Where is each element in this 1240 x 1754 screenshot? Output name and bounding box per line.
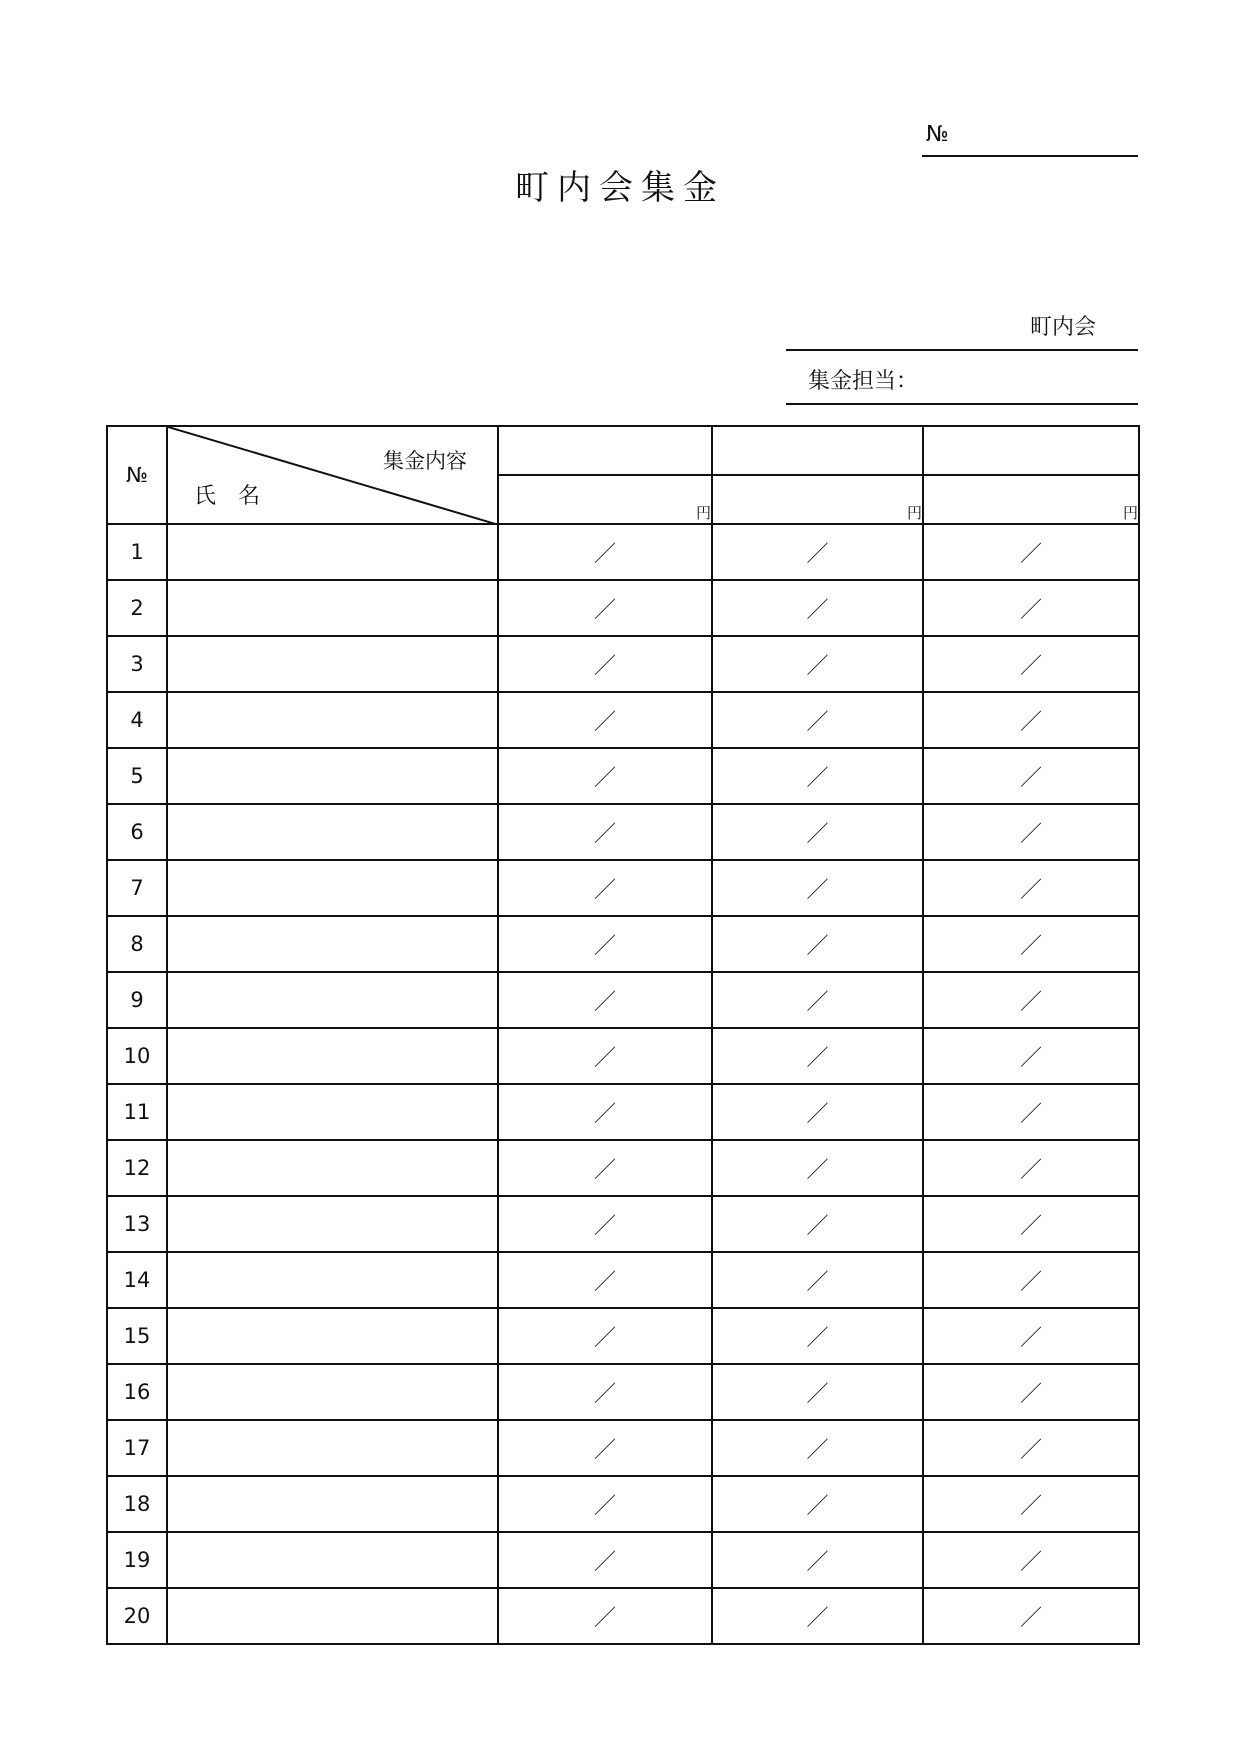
date-cell[interactable]: ／ [923,1588,1139,1644]
date-cell[interactable]: ／ [498,1140,712,1196]
date-cell[interactable]: ／ [712,860,923,916]
row-number: 18 [107,1476,167,1532]
table-row [107,1420,1139,1476]
name-cell[interactable] [167,1084,498,1140]
date-cell[interactable]: ／ [498,972,712,1028]
date-cell[interactable]: ／ [712,804,923,860]
date-cell[interactable]: ／ [498,636,712,692]
date-cell[interactable]: ／ [498,1028,712,1084]
name-cell[interactable] [167,1028,498,1084]
association-field[interactable] [786,349,1138,351]
row-number: 14 [107,1252,167,1308]
amount-cell-2[interactable]: 円 [712,475,923,524]
date-cell[interactable]: ／ [923,972,1139,1028]
date-cell[interactable]: ／ [498,692,712,748]
table-row [107,1308,1139,1364]
date-cell[interactable]: ／ [923,1532,1139,1588]
collection-table [106,425,1140,1645]
date-cell[interactable]: ／ [712,524,923,580]
date-cell[interactable]: ／ [712,748,923,804]
row-number: 10 [107,1028,167,1084]
date-cell[interactable]: ／ [498,804,712,860]
name-cell[interactable] [167,524,498,580]
date-cell[interactable]: ／ [923,636,1139,692]
date-cell[interactable]: ／ [712,1588,923,1644]
name-cell[interactable] [167,916,498,972]
date-cell[interactable]: ／ [498,1364,712,1420]
date-cell[interactable]: ／ [712,1420,923,1476]
table-row [107,1028,1139,1084]
date-cell[interactable]: ／ [498,748,712,804]
date-cell[interactable]: ／ [923,748,1139,804]
row-number: 16 [107,1364,167,1420]
date-cell[interactable]: ／ [923,860,1139,916]
association-label: 町内会 [1030,315,1097,340]
row-number: 1 [107,524,167,580]
row-number: 8 [107,916,167,972]
date-cell[interactable]: ／ [923,1084,1139,1140]
table-row [107,1252,1139,1308]
item-header-2[interactable] [712,426,923,475]
table-row [107,1476,1139,1532]
row-number: 7 [107,860,167,916]
name-cell[interactable] [167,1252,498,1308]
name-cell[interactable] [167,580,498,636]
table-row [107,916,1139,972]
name-cell[interactable] [167,1420,498,1476]
table-row [107,636,1139,692]
date-cell[interactable]: ／ [498,1196,712,1252]
row-number: 15 [107,1308,167,1364]
table-row [107,1084,1139,1140]
table-row [107,580,1139,636]
row-number: 11 [107,1084,167,1140]
name-cell[interactable] [167,1532,498,1588]
row-number: 19 [107,1532,167,1588]
table-row [107,972,1139,1028]
table-row [107,1364,1139,1420]
date-cell[interactable]: ／ [923,692,1139,748]
name-header: 氏名 [194,484,283,509]
date-cell[interactable]: ／ [498,1476,712,1532]
date-cell[interactable]: ／ [923,1140,1139,1196]
row-number: 4 [107,692,167,748]
date-cell[interactable]: ／ [498,580,712,636]
name-cell[interactable] [167,1476,498,1532]
name-cell[interactable] [167,1140,498,1196]
table-row [107,1196,1139,1252]
document-number-field[interactable] [922,155,1138,157]
document-number-label: № [926,122,949,147]
table-row [107,1140,1139,1196]
amount-cell-3[interactable]: 円 [923,475,1139,524]
number-header: № [107,426,167,524]
date-cell[interactable]: ／ [923,1420,1139,1476]
date-cell[interactable]: ／ [712,972,923,1028]
date-cell[interactable]: ／ [498,860,712,916]
date-cell[interactable]: ／ [712,1196,923,1252]
name-cell[interactable] [167,804,498,860]
row-number: 13 [107,1196,167,1252]
date-cell[interactable]: ／ [923,1252,1139,1308]
row-number: 20 [107,1588,167,1644]
diagonal-divider [168,427,499,525]
name-cell[interactable] [167,1196,498,1252]
date-cell[interactable]: ／ [498,524,712,580]
date-cell[interactable]: ／ [712,1308,923,1364]
date-cell[interactable]: ／ [923,916,1139,972]
date-cell[interactable]: ／ [498,916,712,972]
date-cell[interactable]: ／ [923,1196,1139,1252]
date-cell[interactable]: ／ [498,1532,712,1588]
name-cell[interactable] [167,972,498,1028]
date-cell[interactable]: ／ [923,1476,1139,1532]
table-row [107,1588,1139,1644]
date-cell[interactable]: ／ [498,1588,712,1644]
name-cell[interactable] [167,1364,498,1420]
row-number: 17 [107,1420,167,1476]
amount-cell-1[interactable]: 円 [498,475,712,524]
date-cell[interactable]: ／ [498,1252,712,1308]
date-cell[interactable]: ／ [712,1028,923,1084]
row-number: 9 [107,972,167,1028]
name-cell[interactable] [167,860,498,916]
table-row [107,1532,1139,1588]
row-number: 2 [107,580,167,636]
name-cell[interactable] [167,748,498,804]
date-cell[interactable]: ／ [712,916,923,972]
page-title: 町内会集金 [515,168,725,208]
date-cell[interactable]: ／ [712,636,923,692]
date-cell[interactable]: ／ [712,580,923,636]
table-row [107,748,1139,804]
date-cell[interactable]: ／ [712,1532,923,1588]
name-cell[interactable] [167,636,498,692]
name-cell[interactable] [167,692,498,748]
date-cell[interactable]: ／ [498,1308,712,1364]
diagonal-header-cell [167,426,498,524]
date-cell[interactable]: ／ [712,1252,923,1308]
name-cell[interactable] [167,1588,498,1644]
date-cell[interactable]: ／ [923,1308,1139,1364]
date-cell[interactable]: ／ [712,1364,923,1420]
table-row [107,524,1139,580]
collector-field[interactable] [786,403,1138,405]
name-cell[interactable] [167,1308,498,1364]
date-cell[interactable]: ／ [712,692,923,748]
date-cell[interactable]: ／ [712,1140,923,1196]
date-cell[interactable]: ／ [712,1476,923,1532]
date-cell[interactable]: ／ [498,1084,712,1140]
date-cell[interactable]: ／ [712,1084,923,1140]
item-header-3[interactable] [923,426,1139,475]
date-cell[interactable]: ／ [923,524,1139,580]
collector-label: 集金担当： [808,369,919,394]
table-row [107,860,1139,916]
table-row [107,804,1139,860]
table-row [107,692,1139,748]
row-number: 5 [107,748,167,804]
row-number: 6 [107,804,167,860]
row-number: 12 [107,1140,167,1196]
date-cell[interactable]: ／ [923,1364,1139,1420]
date-cell[interactable]: ／ [498,1420,712,1476]
date-cell[interactable]: ／ [923,804,1139,860]
collection-content-header: 集金内容 [383,449,467,473]
date-cell[interactable]: ／ [923,1028,1139,1084]
item-header-1[interactable] [498,426,712,475]
date-cell[interactable]: ／ [923,580,1139,636]
row-number: 3 [107,636,167,692]
